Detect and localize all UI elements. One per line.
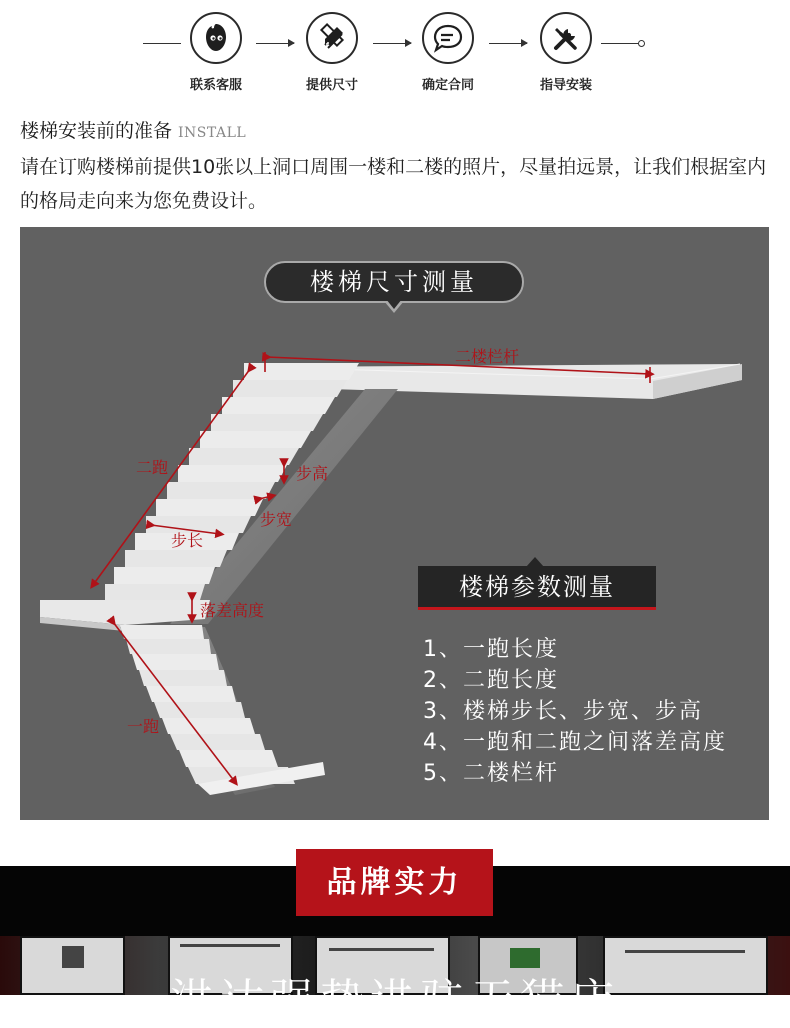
step-provide-size [277,12,387,93]
label-step-height: 步高 [296,464,329,483]
brand-tag: 品牌实力 [296,849,493,916]
label-railing: 二楼栏杆 [455,347,520,366]
pencil-ruler-icon [306,12,358,64]
prep-title: 楼梯安装前的准备 [20,120,173,142]
step-label: 确定合同 [421,78,474,93]
prep-description: 请在订购楼梯前提供10张以上洞口周围一楼和二楼的照片，尽量拍远景，让我们根据室内的格局走向来为您免费设计。 [20,156,767,212]
stair-measurement-diagram [20,227,769,820]
diagram-title: 楼梯尺寸测量 [264,261,524,303]
param-item: 1、一跑长度 [423,637,559,662]
param-item: 4、一跑和二跑之间落差高度 [423,730,727,755]
process-steps [0,0,790,100]
label-step-width: 步宽 [260,510,293,529]
param-item: 3、楼梯步长、步宽、步高 [423,699,703,724]
tools-icon [540,12,592,64]
step-label: 提供尺寸 [305,78,358,93]
step-label: 指导安装 [539,78,592,93]
label-step-length: 步长 [171,531,204,550]
brand-slogan: 洪达强势进驻天猫店 [170,975,620,1026]
param-list [423,634,727,789]
param-title: 楼梯参数测量 [418,566,656,610]
label-second-run: 二跑 [136,458,169,477]
step-confirm-contract [393,12,503,93]
chat-bubble-icon [422,12,474,64]
label-first-run: 一跑 [127,717,160,736]
prep-heading [20,116,246,143]
step-label: 联系客服 [189,78,242,93]
step-end-dot [638,40,645,47]
prep-title-en: INSTALL [178,125,247,141]
param-item: 2、二跑长度 [423,668,559,693]
step-install-guide [511,12,621,93]
customer-service-icon [190,12,242,64]
param-item: 5、二楼栏杆 [423,761,559,786]
step-contact-service [161,12,271,93]
label-drop-height: 落差高度 [200,601,265,620]
first-run-steps [120,625,325,795]
